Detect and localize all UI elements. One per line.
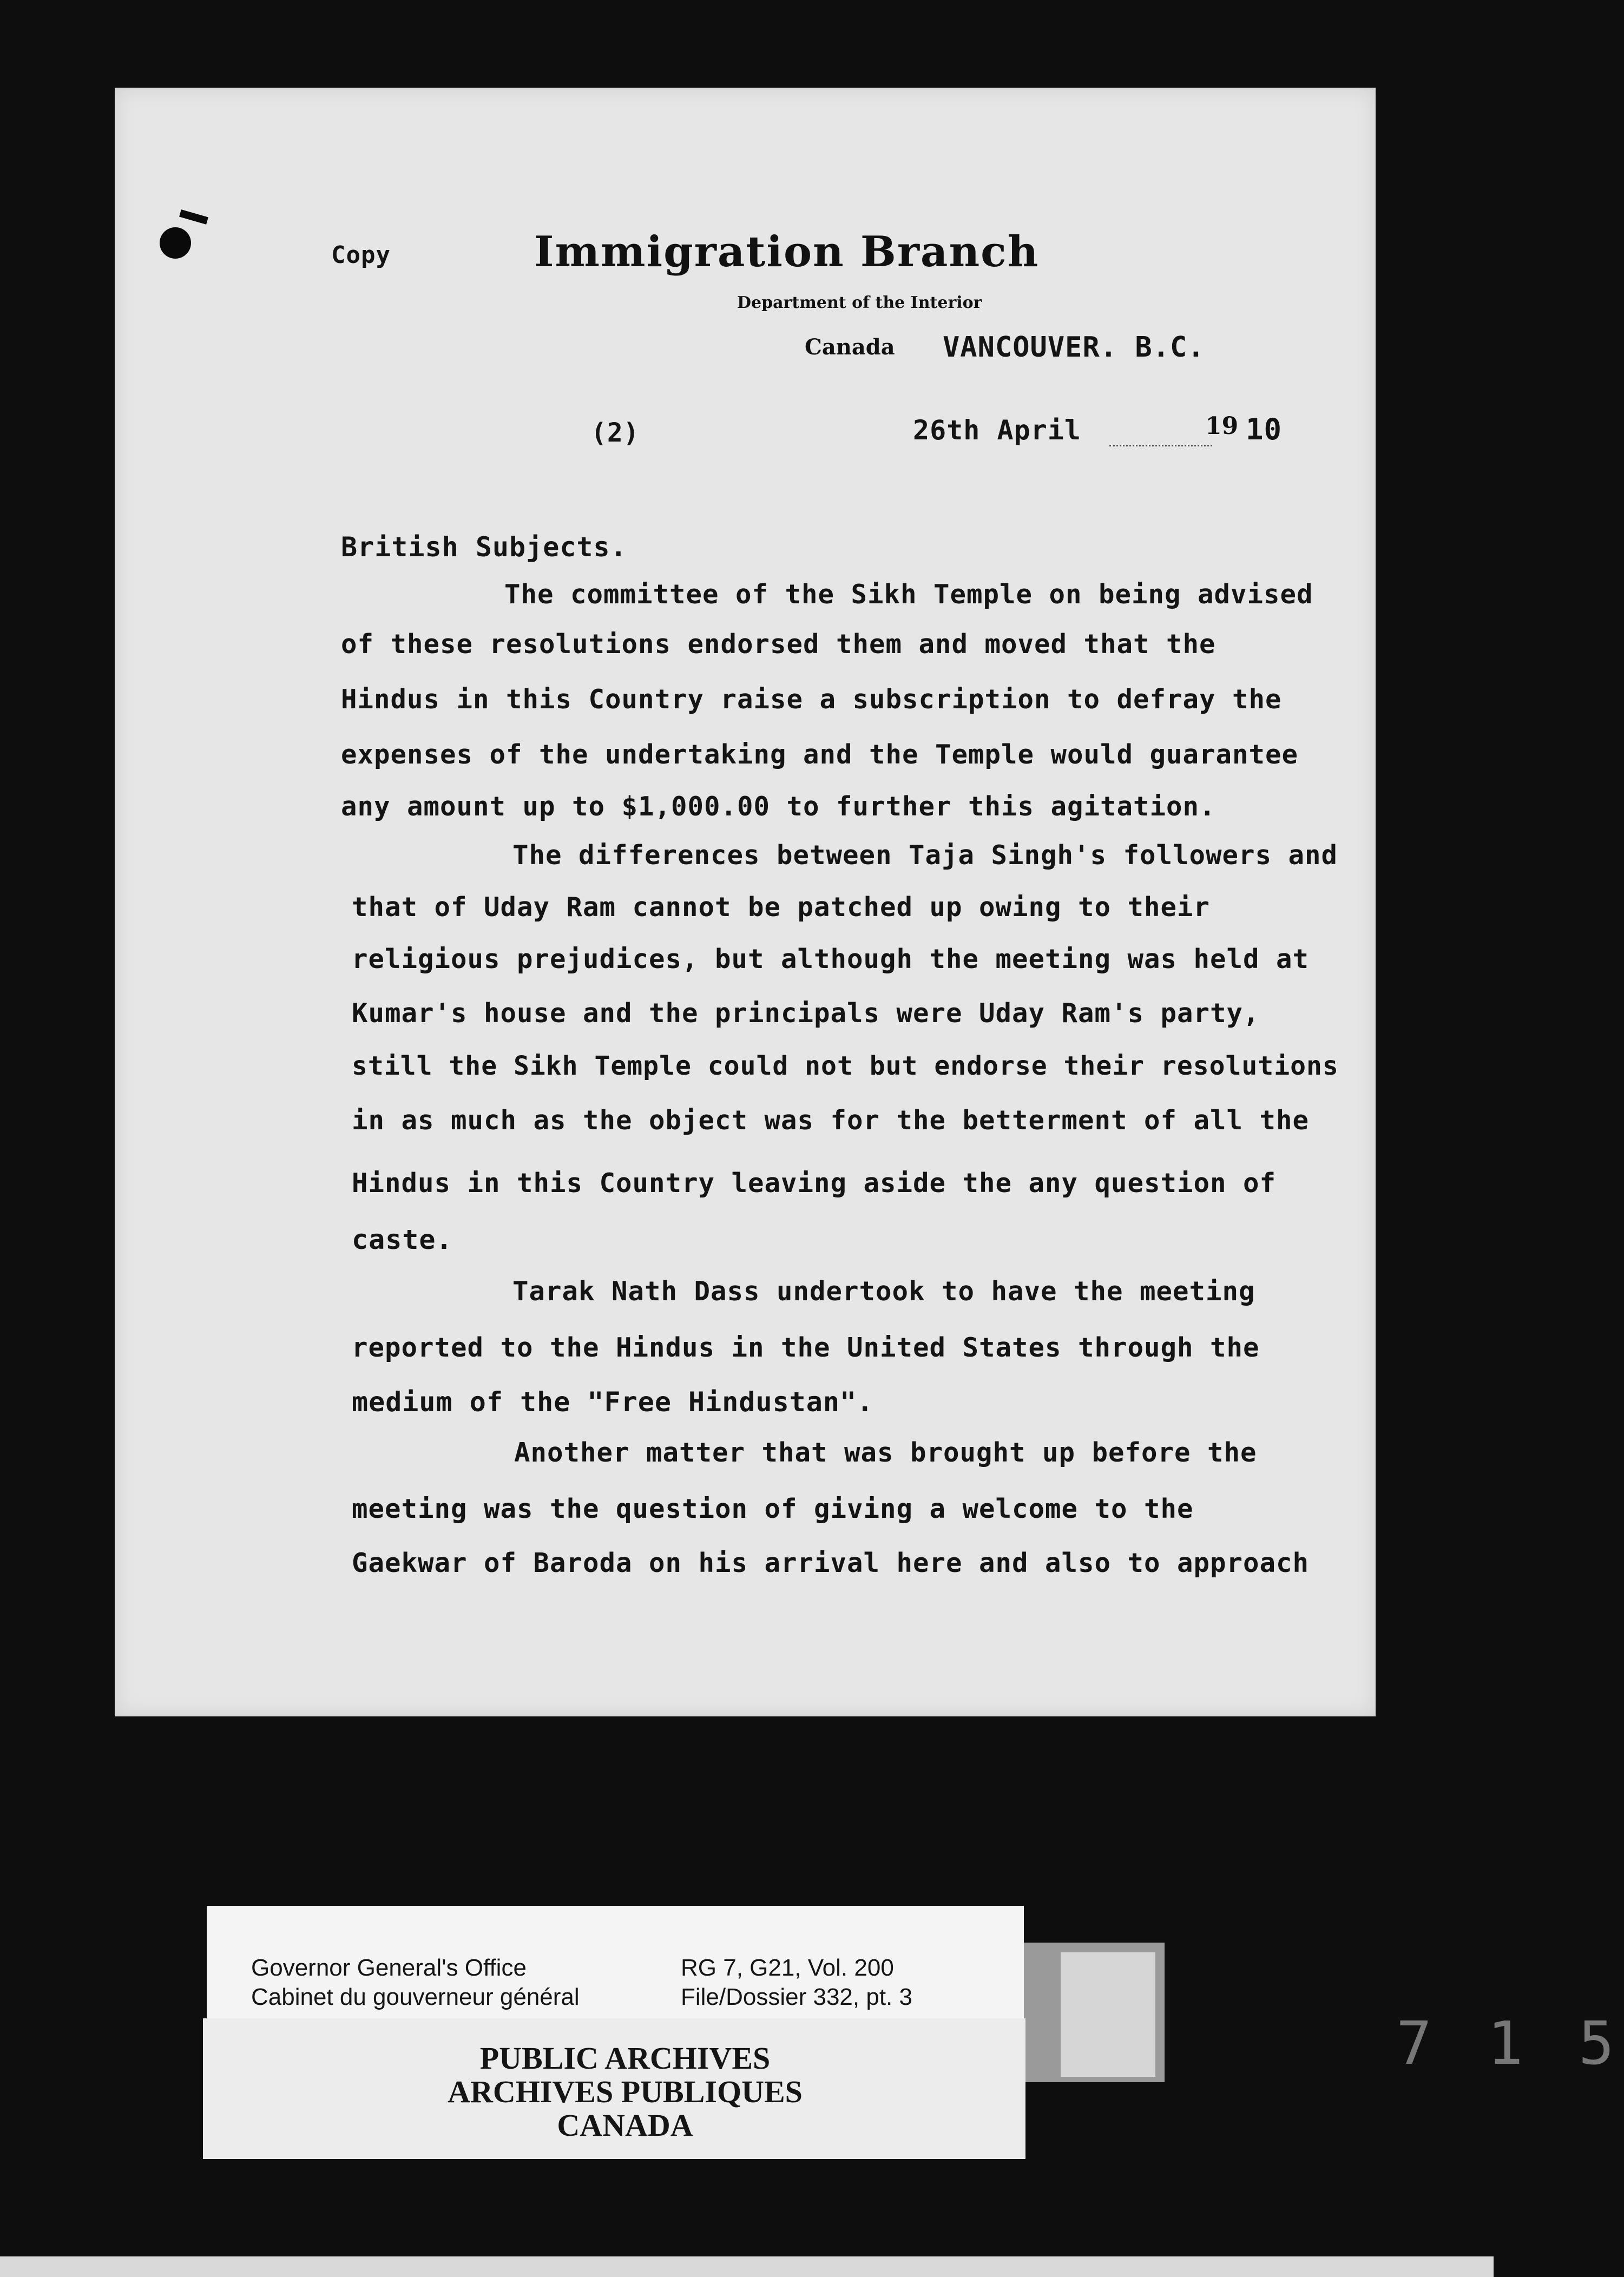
letter-page [115, 88, 1376, 1716]
body-line: Kumar's house and the principals were Uday Ram's party, [352, 998, 1260, 1029]
body-line: Hindus in this Country raise a subscription to defray the [341, 684, 1282, 715]
body-line: caste. [352, 1224, 453, 1255]
body-line: in as much as the object was for the betterment of all the [352, 1105, 1310, 1136]
body-line: Hindus in this Country leaving aside the any question of [352, 1168, 1277, 1199]
letterhead-department: Department of the Interior [737, 293, 982, 312]
tag-office-fr: Cabinet du gouverneur général [251, 1984, 580, 2010]
date-day-month: 26th April [913, 414, 1082, 446]
stamp-line-2: ARCHIVES PUBLIQUES [448, 2074, 803, 2109]
body-line: The committee of the Sikh Temple on being advised [504, 579, 1313, 610]
tag-reference: RG 7, G21, Vol. 200 [681, 1954, 894, 1981]
letterhead-title: Immigration Branch [534, 227, 1040, 277]
body-line: of these resolutions endorsed them and moved that the [341, 629, 1216, 660]
body-line: The differences between Taja Singh's followers and [512, 840, 1338, 871]
body-line: Tarak Nath Dass undertook to have the meeting [512, 1276, 1255, 1307]
body-line: any amount up to $1,000.00 to further this agitation. [341, 791, 1216, 822]
archive-reference-tag [207, 1906, 1024, 2018]
body-line: religious prejudices, but although the meeting was held at [352, 944, 1310, 975]
punch-hole-mark [179, 209, 208, 225]
body-line: meeting was the question of giving a welcome to the [352, 1493, 1194, 1524]
body-line: expenses of the undertaking and the Temple would guarantee [341, 739, 1299, 770]
body-line: medium of the "Free Hindustan". [352, 1386, 874, 1418]
date-year-prefix: 19 [1205, 412, 1239, 440]
body-line: that of Uday Ram cannot be patched up owing to their [352, 892, 1211, 923]
stamp-line-3: CANADA [557, 2108, 693, 2143]
body-line: Gaekwar of Baroda on his arrival here and also to approach [352, 1548, 1310, 1578]
page-number: (2) [591, 418, 640, 448]
stamp-line-1: PUBLIC ARCHIVES [479, 2041, 771, 2076]
tag-file: File/Dossier 332, pt. 3 [681, 1984, 912, 2010]
film-edge [0, 2256, 1494, 2277]
body-line: still the Sikh Temple could not but endorse their resolutions [352, 1051, 1339, 1081]
body-line: British Subjects. [341, 531, 627, 563]
tag-office-en: Governor General's Office [251, 1954, 527, 1981]
body-line: Another matter that was brought up before the [514, 1437, 1257, 1468]
copy-label: Copy [331, 241, 391, 269]
body-line: reported to the Hindus in the United States through the [352, 1332, 1260, 1363]
punch-hole [160, 227, 191, 259]
letterhead-country: Canada [805, 334, 895, 360]
film-frame-number: 7 1 5 [1396, 2009, 1624, 2078]
date-year-suffix: 10 [1246, 412, 1283, 446]
date-dotted-rule [1109, 445, 1212, 446]
letterhead-city: VANCOUVER. B.C. [943, 331, 1205, 364]
